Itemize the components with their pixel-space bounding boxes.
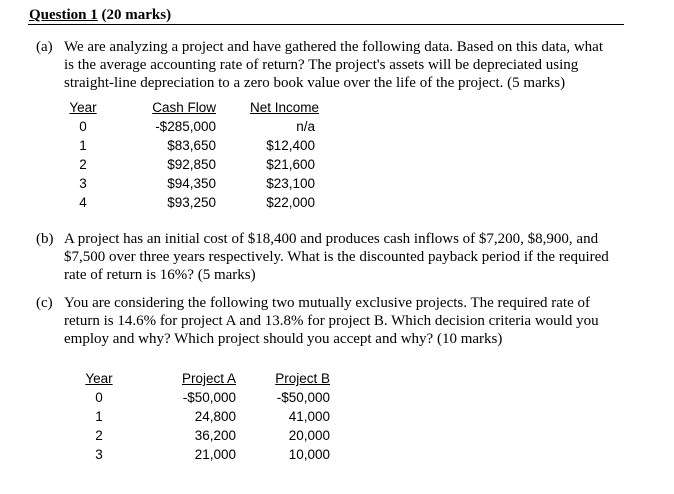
- column-header: Net Income: [249, 100, 319, 115]
- table-cell: 36,200: [194, 428, 236, 443]
- part-a-line: We are analyzing a project and have gathered the following data. Based on this data, what: [64, 39, 604, 55]
- table-cell: $12,400: [266, 138, 315, 153]
- table-cell: $22,000: [266, 195, 315, 210]
- table-row: [64, 193, 319, 212]
- part-c-line: [64, 330, 615, 348]
- part-a-label: (a): [36, 39, 53, 55]
- table-row: [80, 388, 330, 407]
- part-c-marks: (10 marks): [436, 331, 503, 347]
- column-header: Year: [69, 100, 97, 115]
- part-a-line-text: straight-line depreciation to a zero book value over the life of the project.: [64, 75, 504, 91]
- table-cell: 1: [79, 138, 87, 153]
- table-cell: 24,800: [194, 409, 236, 424]
- table-cell: -$50,000: [276, 390, 330, 405]
- column-header: Project B: [275, 371, 330, 386]
- table-cell: -$50,000: [182, 390, 236, 405]
- column-header: Cash Flow: [152, 100, 216, 115]
- table-cell: 10,000: [288, 447, 330, 462]
- question-marks: (20 marks): [101, 7, 172, 23]
- table-cell: $94,350: [167, 176, 216, 191]
- table-cell: 1: [95, 409, 103, 424]
- part-b-line: $7,500 over three years respectively. What is the discounted payback period if the required: [64, 249, 609, 265]
- projects-table: [80, 369, 330, 464]
- table-cell: 2: [79, 157, 87, 172]
- part-c-line-text: employ and why? Which project should you accept and why?: [64, 331, 434, 347]
- column-header: Year: [85, 371, 113, 386]
- part-b: [36, 230, 616, 286]
- table-row: [64, 174, 319, 193]
- table-cell: 2: [95, 428, 103, 443]
- table-cell: 0: [79, 119, 87, 134]
- part-b-line: A project has an initial cost of $18,400 and produces cash inflows of $7,200, $8,900, and: [64, 231, 599, 247]
- column-header: Project A: [181, 371, 236, 386]
- part-c-line: return is 14.6% for project A and 13.8% for project B. Which decision criteria would you: [64, 313, 599, 329]
- table-cell: 3: [79, 176, 87, 191]
- part-b-text: [64, 230, 615, 284]
- table-cell: 3: [95, 447, 103, 462]
- table-header-row: [80, 369, 330, 388]
- heading-divider: [28, 24, 624, 25]
- part-c-label: (c): [36, 295, 53, 311]
- part-b-line: [64, 266, 615, 284]
- part-a-line: is the average accounting rate of return? The project's assets will be depreciated using: [64, 57, 579, 73]
- table-cell: $93,250: [167, 195, 216, 210]
- table-cell: $92,850: [167, 157, 216, 172]
- table-cell: $23,100: [266, 176, 315, 191]
- part-c-line: You are considering the following two mutually exclusive projects. The required rate of: [64, 295, 590, 311]
- table-cell: 21,000: [194, 447, 236, 462]
- accounting-data-table: [64, 98, 319, 212]
- table-row: [64, 117, 319, 136]
- table-cell: -$285,000: [155, 119, 216, 134]
- part-a-line: [64, 74, 615, 92]
- table-row: [80, 445, 330, 464]
- table-cell: 0: [95, 390, 103, 405]
- part-b-line-text: rate of return is 16%?: [64, 267, 194, 283]
- table-cell: n/a: [296, 119, 315, 134]
- table-cell: 20,000: [288, 428, 330, 443]
- part-c: [36, 294, 616, 350]
- table-cell: $21,600: [266, 157, 315, 172]
- part-c-text: [64, 294, 615, 348]
- table-cell: 4: [79, 195, 87, 210]
- part-b-label: (b): [36, 231, 54, 247]
- table-cell: $83,650: [167, 138, 216, 153]
- part-a-text: [64, 38, 615, 92]
- table-cell: 41,000: [288, 409, 330, 424]
- part-b-marks: (5 marks): [197, 267, 256, 283]
- question-heading: [29, 6, 171, 24]
- part-a-marks: (5 marks): [507, 75, 566, 91]
- table-row: [64, 155, 319, 174]
- table-header-row: [64, 98, 319, 117]
- table-row: [80, 426, 330, 445]
- table-row: [80, 407, 330, 426]
- table-row: [64, 136, 319, 155]
- question-title: Question 1: [29, 7, 98, 23]
- part-a: [36, 38, 616, 94]
